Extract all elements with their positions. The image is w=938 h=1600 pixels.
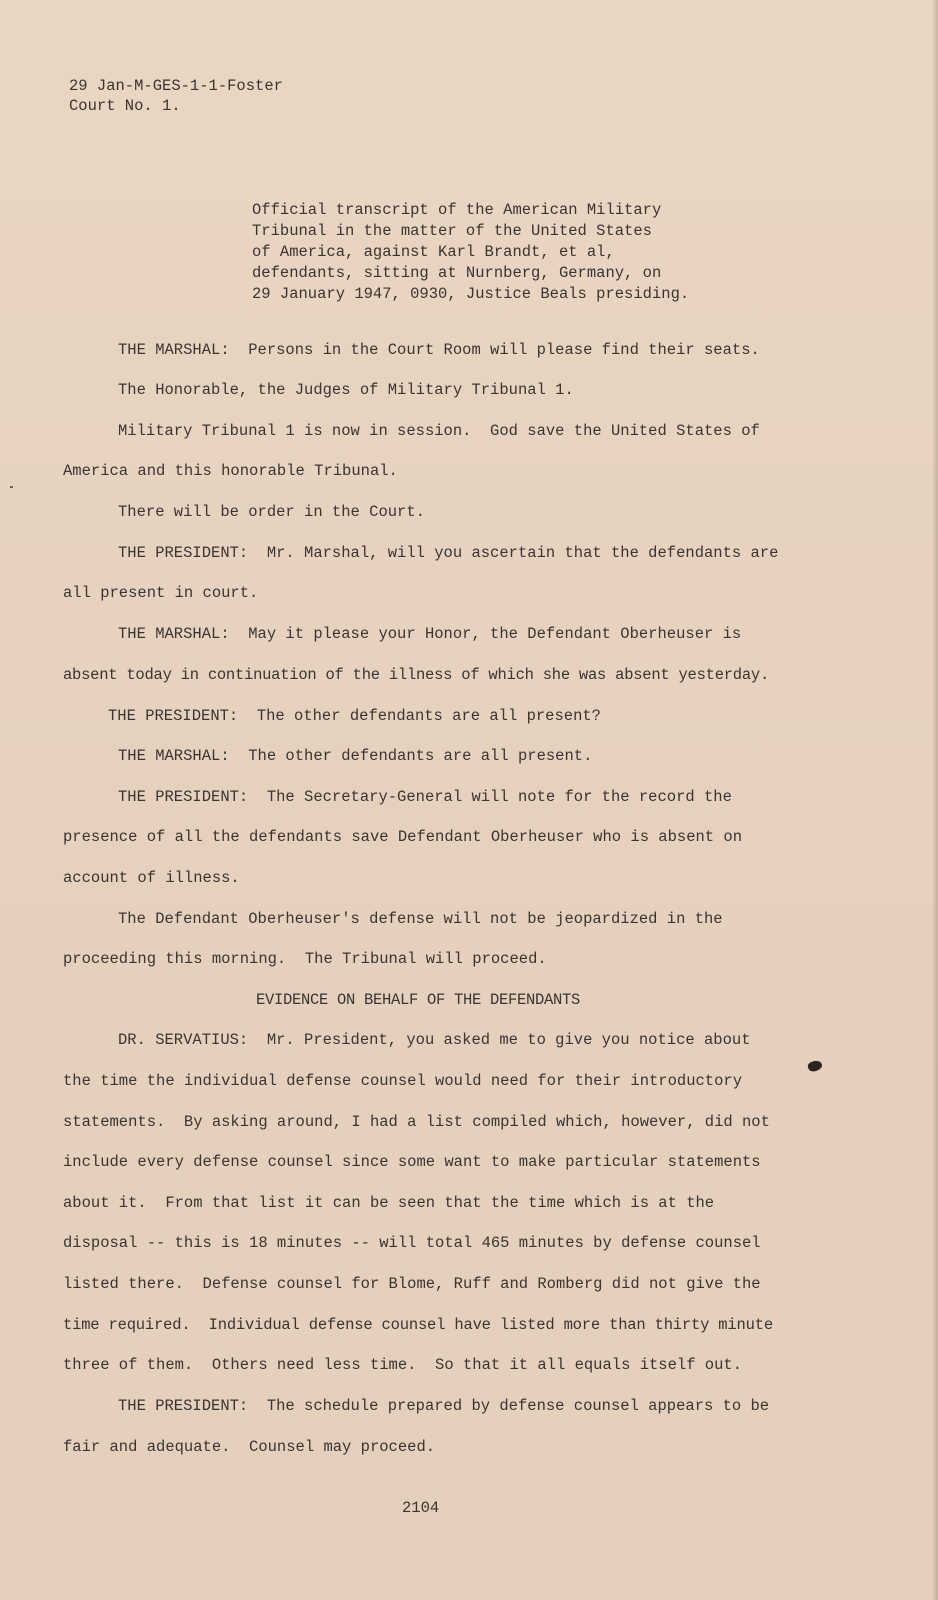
transcript-line: absent today in continuation of the illness of which she was absent yesterday.	[63, 666, 770, 684]
transcript-line: There will be order in the Court.	[118, 503, 425, 521]
ink-blot	[807, 1059, 823, 1073]
transcript-line: presence of all the defendants save Defendant Oberheuser who is absent on	[63, 828, 743, 846]
transcript-line: time required. Individual defense counsel have listed more than thirty minute	[63, 1316, 773, 1334]
document-header	[69, 76, 283, 116]
transcript-line: the time the individual defense counsel would need for their introductory	[63, 1072, 743, 1090]
transcript-line: THE PRESIDENT: Mr. Marshal, will you ascertain that the defendants are	[118, 544, 779, 562]
transcript-line: The Honorable, the Judges of Military Tribunal 1.	[118, 381, 574, 399]
section-heading: EVIDENCE ON BEHALF OF THE DEFENDANTS	[256, 991, 581, 1009]
transcript-line: THE MARSHAL: May it please your Honor, the Defendant Oberheuser is	[118, 625, 742, 643]
transcript-line: The Defendant Oberheuser's defense will not be jeopardized in the	[118, 910, 723, 928]
transcript-line: account of illness.	[63, 869, 240, 887]
transcript-line: THE PRESIDENT: The Secretary-General will note for the record the	[118, 788, 732, 806]
transcript-line: proceeding this morning. The Tribunal will proceed.	[63, 950, 547, 968]
transcript-line: THE MARSHAL: The other defendants are all present.	[118, 747, 593, 765]
transcript-line: THE MARSHAL: Persons in the Court Room will please find their seats.	[118, 341, 760, 359]
paper-speck	[10, 486, 13, 488]
intro-line: defendants, sitting at Nurnberg, Germany, on	[252, 264, 662, 282]
transcript-line: THE PRESIDENT: The other defendants are all present?	[108, 707, 601, 725]
transcript-line: statements. By asking around, I had a list compiled which, however, did not	[63, 1113, 770, 1131]
transcript-intro	[252, 200, 689, 305]
transcript-line: include every defense counsel since some want to make particular statements	[63, 1153, 761, 1171]
intro-line: of America, against Karl Brandt, et al,	[252, 243, 615, 261]
transcript-line: about it. From that list it can be seen that the time which is at the	[63, 1194, 715, 1212]
header-line-2: Court No. 1.	[69, 97, 181, 115]
transcript-line: Military Tribunal 1 is now in session. God save the United States of	[118, 422, 760, 440]
intro-line: 29 January 1947, 0930, Justice Beals presiding.	[252, 285, 690, 303]
header-line-1: 29 Jan-M-GES-1-1-Foster	[69, 77, 283, 95]
page-number: 2104	[402, 1499, 440, 1517]
transcript-line: THE PRESIDENT: The schedule prepared by defense counsel appears to be	[118, 1397, 770, 1415]
transcript-line: listed there. Defense counsel for Blome, Ruff and Romberg did not give the	[63, 1275, 761, 1293]
transcript-line: disposal -- this is 18 minutes -- will total 465 minutes by defense counsel	[63, 1234, 761, 1252]
transcript-line: all present in court.	[63, 584, 259, 602]
transcript-line: fair and adequate. Counsel may proceed.	[63, 1438, 436, 1456]
transcript-line: America and this honorable Tribunal.	[63, 462, 398, 480]
intro-line: Tribunal in the matter of the United States	[252, 222, 652, 240]
transcript-line: three of them. Others need less time. So that it all equals itself out.	[63, 1356, 743, 1374]
intro-line: Official transcript of the American Military	[252, 201, 662, 219]
page-edge-shadow	[932, 0, 938, 1600]
transcript-line: DR. SERVATIUS: Mr. President, you asked me to give you notice about	[118, 1031, 751, 1049]
